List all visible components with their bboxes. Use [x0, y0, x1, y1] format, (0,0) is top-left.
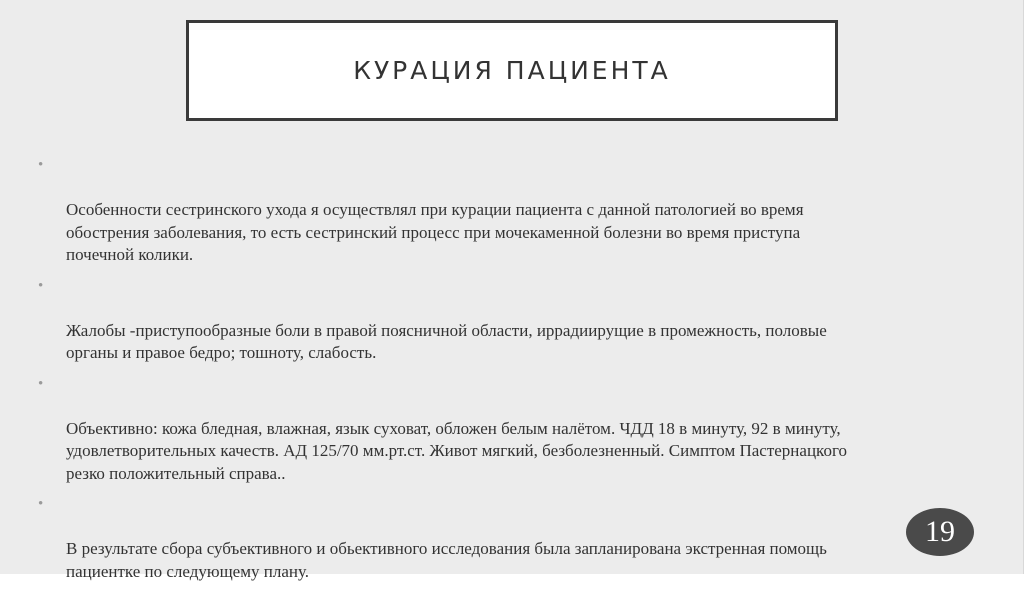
bullet-item — [38, 493, 978, 583]
title-box — [186, 20, 838, 121]
bullet-icon: • — [38, 157, 44, 173]
bullet-item — [38, 275, 978, 365]
bullet-icon: • — [38, 277, 44, 294]
bullet-text: Жалобы -приступообразные боли в правой поясничной области, иррадиирущие в промежность, половые органы и правое бедро; тошноту, слабость. — [66, 320, 827, 362]
bullet-text: В результате сбора субъективного и обьективного исследования была запланирована экстренная помощь пациентке по следующему плану. — [66, 539, 827, 581]
bullet-text: Особенности сестринского ухода я осуществлял при курации пациента с данной патологией во время обострения заболевания, то есть сестринский процесс при мочекаменной болезни во время приступа почечной колики. — [66, 200, 804, 264]
bullet-item — [38, 373, 978, 486]
bullet-icon: • — [38, 375, 44, 392]
bullet-item — [38, 154, 978, 267]
bullet-text: Объективно: кожа бледная, влажная, язык суховат, обложен белым налётом. ЧДД 18 в минуту, 92 в минуту, удовлетворительных качеств. АД 125/70 мм.рт.ст. Живот мягкий, безболезненный. Симптом Пастернацкого резко положительный справа.. — [66, 418, 847, 483]
bullet-list — [38, 154, 978, 591]
bullet-icon: • — [38, 496, 44, 512]
slide-title: КУРАЦИЯ ПАЦИЕНТА — [353, 56, 671, 85]
page-number-badge: 19 — [906, 508, 974, 556]
